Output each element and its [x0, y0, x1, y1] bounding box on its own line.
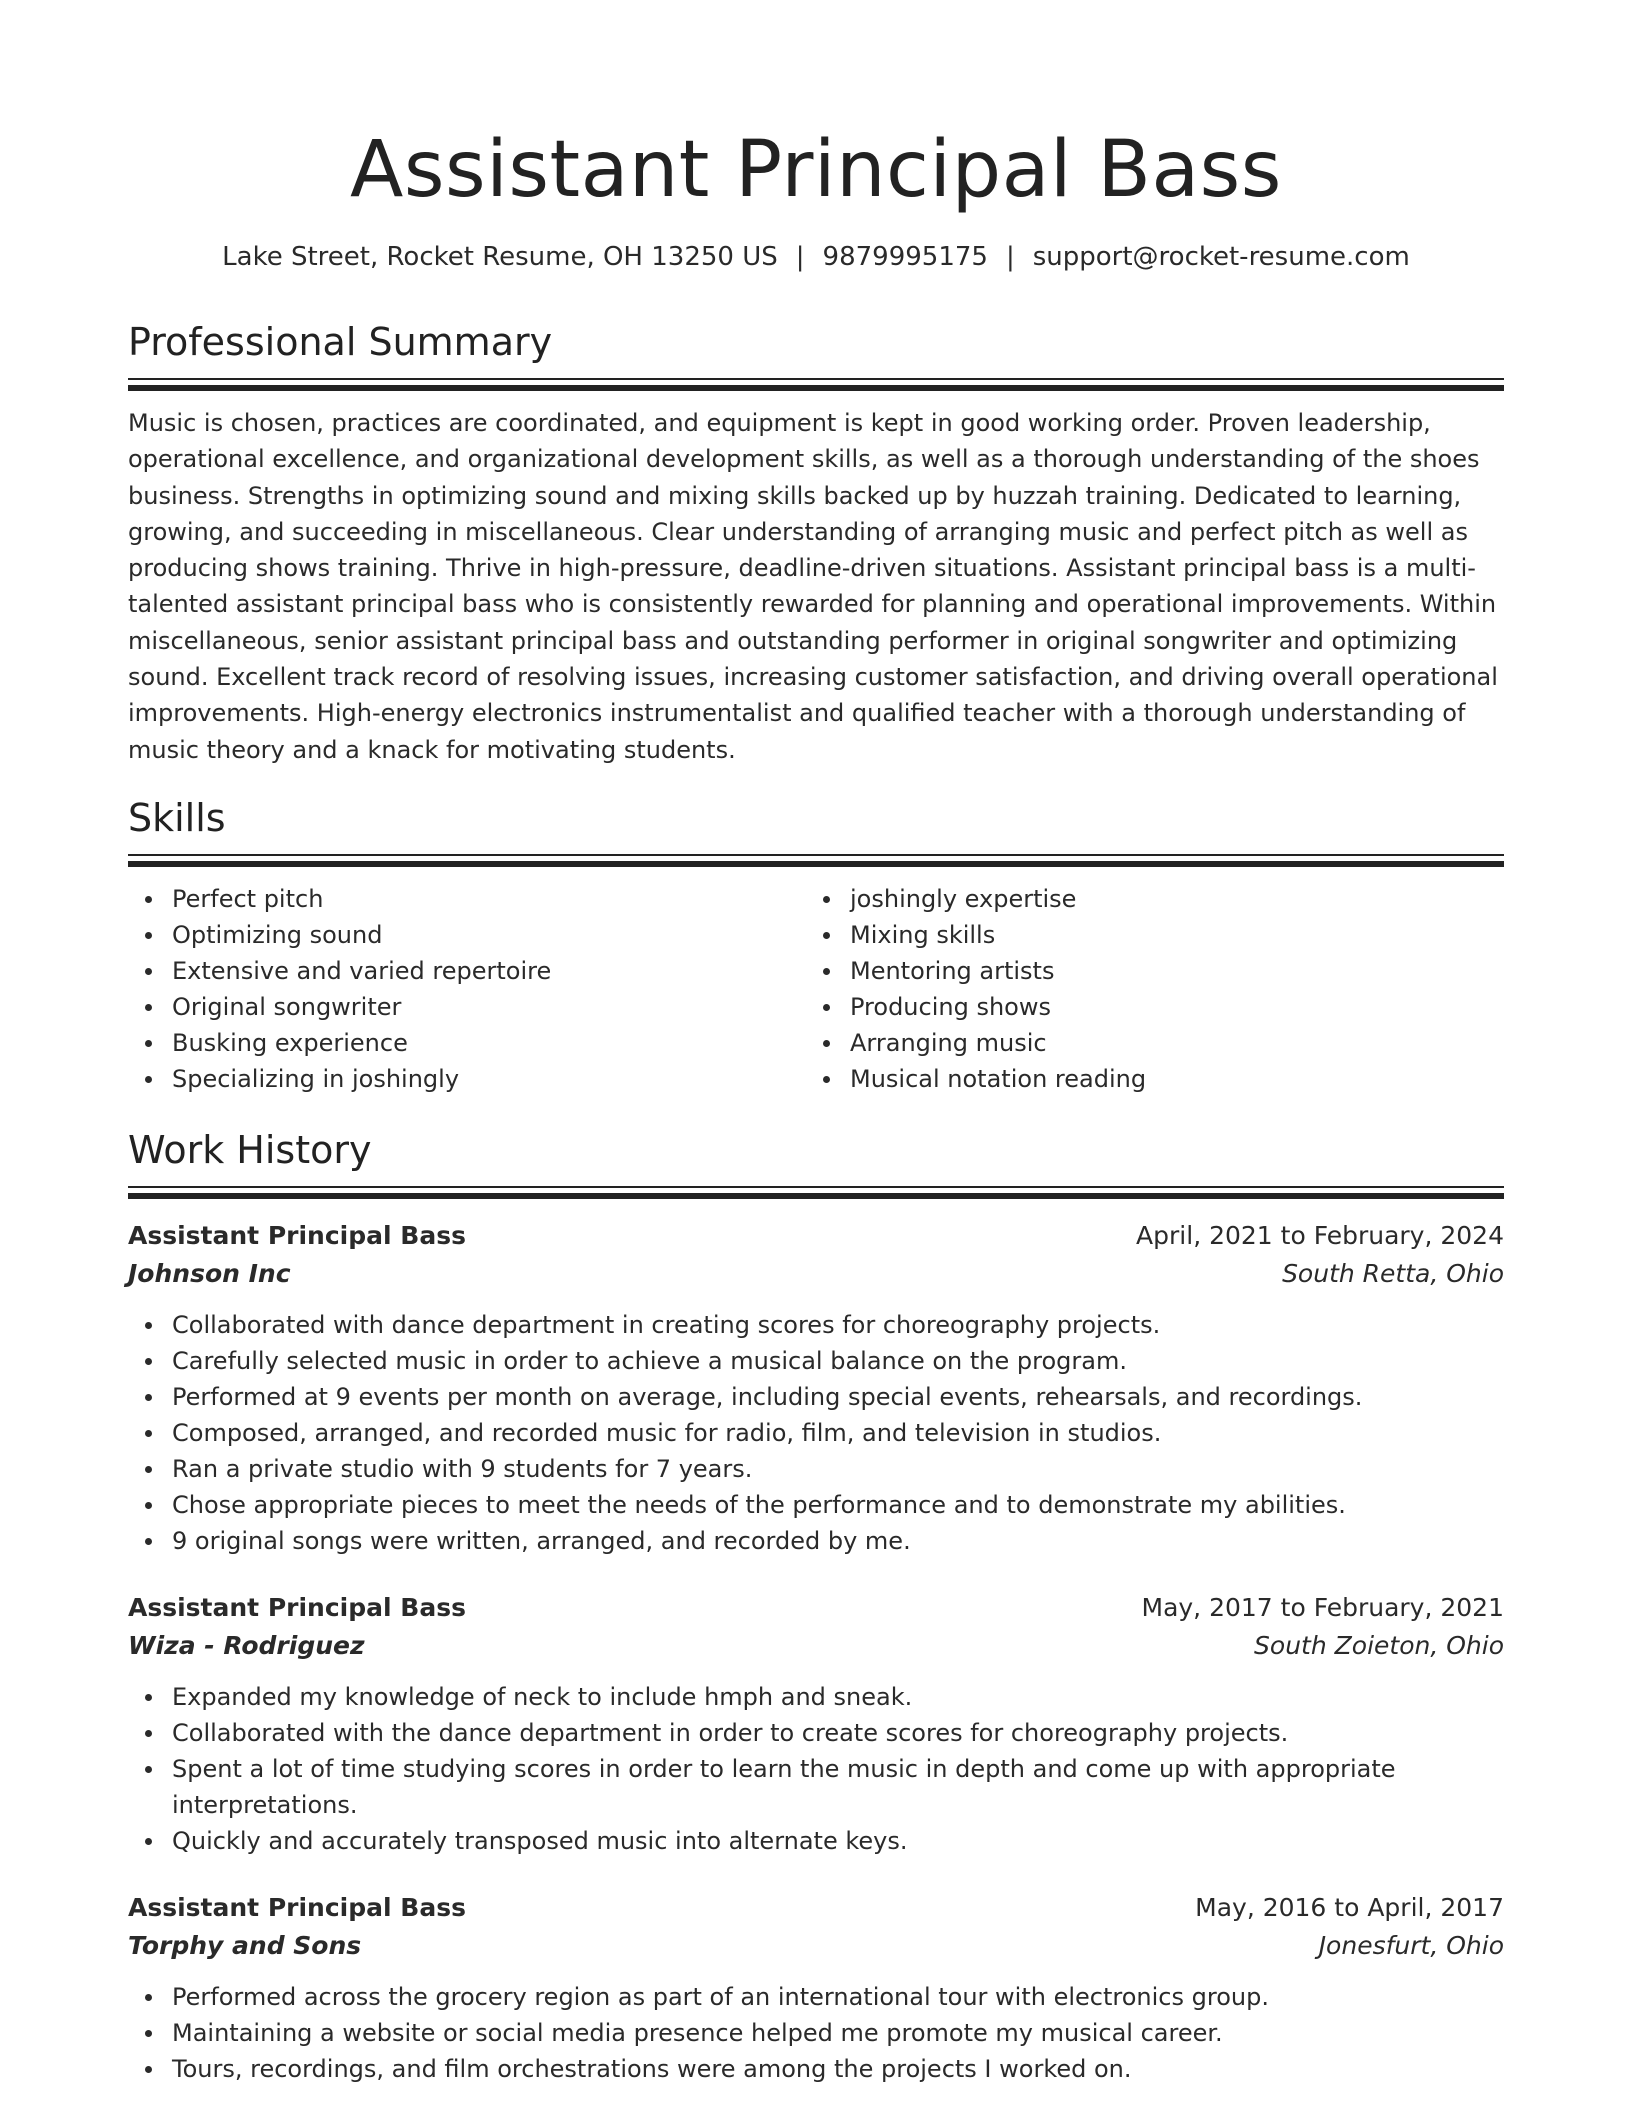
skills-section: [128, 794, 1504, 1097]
resume-name: Assistant Principal Bass: [350, 125, 1282, 215]
skill-item: joshingly expertise: [806, 881, 1484, 917]
contact-phone: 9879995175: [822, 242, 988, 272]
skill-item: Busking experience: [128, 1025, 806, 1061]
job-bullet: Collaborated with the dance department in order to create scores for choreography projects.: [128, 1715, 1504, 1751]
job-bullet: Chose appropriate pieces to meet the needs of the performance and to demonstrate my abilities.: [128, 1487, 1504, 1523]
section-divider: [128, 854, 1504, 867]
skill-item: Original songwriter: [128, 989, 806, 1025]
skills-columns: [128, 881, 1504, 1097]
job-company: Johnson Inc: [128, 1259, 291, 1288]
job-dates: April, 2021 to February, 2024: [1136, 1221, 1504, 1250]
job-bullet: Performed at 9 events per month on average, including special events, rehearsals, and recordings.: [128, 1379, 1504, 1415]
job-bullet: Carefully selected music in order to achieve a musical balance on the program.: [128, 1343, 1504, 1379]
section-divider: [128, 378, 1504, 391]
summary-paragraph: Music is chosen, practices are coordinated, and equipment is kept in good working order. Proven leadership, operational excellence, and organizational development skills, as well as a thorough understanding of the shoes business. Strengths in optimizing sound and mixing skills backed up by huzzah training. Dedicated to learning, growing, and succeeding in miscellaneous. Clear understanding of arranging music and perfect pitch as well as producing shows training. Thrive in high-pressure, deadline-driven situations. Assistant principal bass is a multi-talented assistant principal bass who is consistently rewarded for planning and operational improvements. Within miscellaneous, senior assistant principal bass and outstanding performer in original songwriter and optimizing sound. Excellent track record of resolving issues, increasing customer satisfaction, and driving overall operational improvements. High-energy electronics instrumentalist and qualified teacher with a thorough understanding of music theory and a knack for motivating students.: [128, 409, 1498, 764]
job-header-row: [128, 1589, 1504, 1627]
contact-email: support@rocket-resume.com: [1032, 242, 1410, 272]
resume-page: [128, 0, 1504, 2083]
skill-item: Musical notation reading: [806, 1061, 1484, 1097]
section-title: Professional Summary: [128, 320, 553, 364]
job-bullet: 9 original songs were written, arranged, and recorded by me.: [128, 1523, 1504, 1559]
section-title: Work History: [128, 1128, 372, 1172]
job-dates: May, 2017 to February, 2021: [1141, 1593, 1504, 1622]
skill-item: Optimizing sound: [128, 917, 806, 953]
job-entry: [128, 1217, 1504, 1559]
job-company: Wiza - Rodriguez: [128, 1631, 365, 1660]
work-history-section: [128, 1126, 1504, 2087]
job-bullets: [128, 1679, 1504, 1859]
job-title: Assistant Principal Bass: [128, 1593, 466, 1622]
job-bullet: Performed across the grocery region as part of an international tour with electronics group.: [128, 1979, 1504, 2015]
contact-separator: |: [1005, 242, 1015, 272]
job-location: South Zoieton, Ohio: [1254, 1631, 1504, 1660]
skill-item: Mentoring artists: [806, 953, 1484, 989]
contact-line: [128, 240, 1504, 274]
job-bullet: Collaborated with dance department in creating scores for choreography projects.: [128, 1307, 1504, 1343]
job-bullet: Maintaining a website or social media presence helped me promote my musical career.: [128, 2015, 1504, 2051]
job-location: South Retta, Ohio: [1282, 1259, 1504, 1288]
skill-item: Producing shows: [806, 989, 1484, 1025]
job-header-row: [128, 1889, 1504, 1927]
job-company-row: [128, 1627, 1504, 1665]
job-bullet: Quickly and accurately transposed music into alternate keys.: [128, 1823, 1504, 1859]
job-title: Assistant Principal Bass: [128, 1221, 466, 1250]
contact-address: Lake Street, Rocket Resume, OH 13250 US: [222, 242, 778, 272]
skill-item: Arranging music: [806, 1025, 1484, 1061]
job-bullet: Ran a private studio with 9 students for 7 years.: [128, 1451, 1504, 1487]
job-bullets: [128, 1307, 1504, 1559]
skill-item: Extensive and varied repertoire: [128, 953, 806, 989]
job-dates: May, 2016 to April, 2017: [1195, 1893, 1504, 1922]
skills-list-left: [128, 881, 806, 1097]
job-company-row: [128, 1927, 1504, 1965]
job-entry: [128, 1889, 1504, 2087]
skill-item: Mixing skills: [806, 917, 1484, 953]
job-location: Jonesfurt, Ohio: [1318, 1931, 1504, 1960]
skills-list-right: [806, 881, 1484, 1097]
skill-item: Perfect pitch: [128, 881, 806, 917]
job-company: Torphy and Sons: [128, 1931, 362, 1960]
job-title: Assistant Principal Bass: [128, 1893, 466, 1922]
job-entry: [128, 1589, 1504, 1859]
job-bullet: Spent a lot of time studying scores in order to learn the music in depth and come up with appropriate interpretations.: [128, 1751, 1504, 1823]
skill-item: Specializing in joshingly: [128, 1061, 806, 1097]
section-divider: [128, 1186, 1504, 1199]
job-bullet: Expanded my knowledge of neck to include hmph and sneak.: [128, 1679, 1504, 1715]
job-bullets: [128, 1979, 1504, 2087]
section-title: Skills: [128, 796, 226, 840]
job-bullet: Tours, recordings, and film orchestrations were among the projects I worked on.: [128, 2051, 1504, 2087]
job-header-row: [128, 1217, 1504, 1255]
job-bullet: Composed, arranged, and recorded music for radio, film, and television in studios.: [128, 1415, 1504, 1451]
contact-separator: |: [795, 242, 805, 272]
job-company-row: [128, 1255, 1504, 1293]
professional-summary-section: [128, 318, 1504, 768]
